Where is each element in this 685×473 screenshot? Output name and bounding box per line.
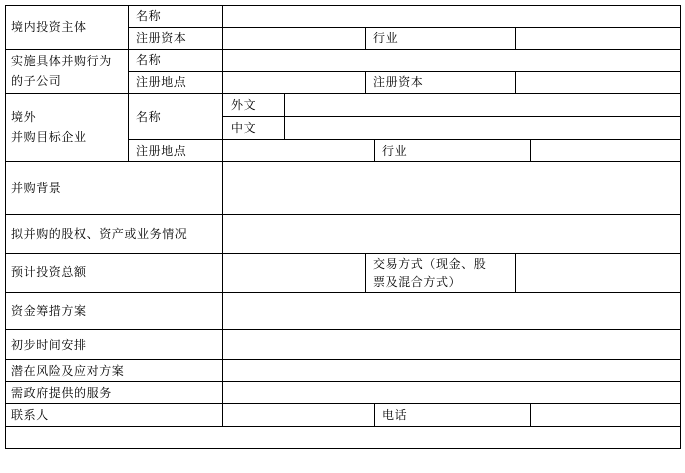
subsidiary-reg-place-field[interactable] <box>226 75 361 91</box>
domestic-name-field[interactable] <box>226 9 676 25</box>
rule <box>515 253 516 292</box>
rule <box>5 292 681 293</box>
domestic-reg-capital-label: 注册资本 <box>136 31 187 45</box>
subsidiary-reg-place-label: 注册地点 <box>136 75 187 89</box>
footer-note-field[interactable] <box>10 430 676 446</box>
rule <box>128 139 681 140</box>
target-label-line1: 境外 <box>11 110 37 124</box>
investment-label: 预计投资总额 <box>11 265 87 279</box>
rule <box>5 161 681 162</box>
risk-label: 潜在风险及应对方案 <box>11 364 125 378</box>
rule <box>515 71 516 93</box>
investment-field[interactable] <box>226 257 361 289</box>
rule <box>284 93 285 139</box>
subsidiary-name-label: 名称 <box>136 53 162 67</box>
rule <box>5 381 681 382</box>
background-field[interactable] <box>226 165 676 211</box>
target-reg-place-label: 注册地点 <box>136 144 187 158</box>
rule <box>5 49 681 50</box>
target-industry-field[interactable] <box>534 144 676 160</box>
rule <box>5 426 681 427</box>
subsidiary-name-field[interactable] <box>226 53 676 69</box>
rule <box>530 403 531 426</box>
rule <box>5 214 681 215</box>
contact-field[interactable] <box>226 407 370 423</box>
rule <box>365 71 366 93</box>
financing-label: 资金筹措方案 <box>11 304 87 318</box>
rule <box>5 253 681 254</box>
background-label: 并购背景 <box>11 181 62 195</box>
rule <box>5 359 681 360</box>
rule <box>530 139 531 161</box>
rule <box>365 253 366 292</box>
transaction-method-label-line1: 交易方式（现金、股 <box>373 257 487 271</box>
rule <box>5 448 681 449</box>
target-name-label: 名称 <box>136 110 162 124</box>
subsidiary-label-line2: 的子公司 <box>11 74 62 88</box>
rule <box>365 27 366 49</box>
domestic-reg-capital-field[interactable] <box>226 31 361 47</box>
rule <box>374 403 375 426</box>
phone-field[interactable] <box>534 407 676 423</box>
target-foreign-field[interactable] <box>288 98 676 114</box>
gov-services-label: 需政府提供的服务 <box>11 386 112 400</box>
contact-label: 联系人 <box>11 408 49 422</box>
subsidiary-reg-capital-field[interactable] <box>519 75 676 91</box>
subsidiary-label-line1: 实施具体并购行为 <box>11 54 112 68</box>
rule <box>5 93 681 94</box>
domestic-entity-label: 境内投资主体 <box>11 20 87 34</box>
target-chinese-label: 中文 <box>231 121 257 135</box>
rule <box>128 5 129 162</box>
rule <box>5 5 6 449</box>
target-reg-place-field[interactable] <box>226 144 370 160</box>
risk-field[interactable] <box>226 363 676 379</box>
target-label-line2: 并购目标企业 <box>11 130 87 144</box>
equity-assets-field[interactable] <box>226 218 676 250</box>
rule <box>128 27 681 28</box>
rule <box>222 5 223 426</box>
rule <box>5 5 681 6</box>
rule <box>680 5 681 449</box>
rule <box>5 329 681 330</box>
equity-assets-label: 拟并购的股权、资产或业务情况 <box>11 227 188 241</box>
rule <box>128 71 681 72</box>
phone-label: 电话 <box>382 408 408 422</box>
target-foreign-label: 外文 <box>231 98 257 112</box>
target-industry-label: 行业 <box>382 144 408 158</box>
rule <box>5 403 681 404</box>
schedule-field[interactable] <box>226 333 676 357</box>
domestic-name-label: 名称 <box>136 9 162 23</box>
gov-services-field[interactable] <box>226 385 676 401</box>
transaction-method-field[interactable] <box>519 257 676 289</box>
rule <box>515 27 516 49</box>
domestic-industry-label: 行业 <box>373 31 399 45</box>
target-chinese-field[interactable] <box>288 121 676 137</box>
domestic-industry-field[interactable] <box>519 31 676 47</box>
rule <box>374 139 375 161</box>
rule <box>222 116 681 117</box>
schedule-label: 初步时间安排 <box>11 338 87 352</box>
transaction-method-label-line2: 票及混合方式） <box>373 275 462 289</box>
financing-field[interactable] <box>226 296 676 326</box>
subsidiary-reg-capital-label: 注册资本 <box>373 75 424 89</box>
